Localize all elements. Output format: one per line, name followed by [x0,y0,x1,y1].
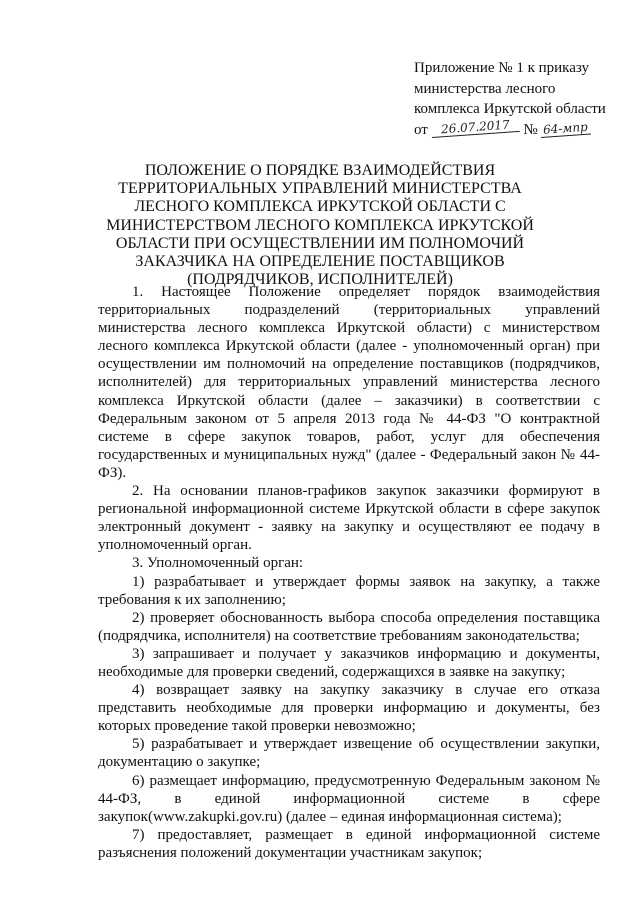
list-item-4: 4) возвращает заявку на закупку заказчику в случае его отказа представить необходимые для проверки информацию и документы, без которых проведение такой проверки невозможно; [98,682,600,735]
list-item-3: 3) запрашивает и получает у заказчиков информацию и документы, необходимые для проверки сведений, содержащихся в заявке на закупку; [98,645,600,680]
appendix-line-3: комплекса Иркутской области [414,101,606,117]
number-label: № [523,121,538,138]
appendix-block [414,58,624,140]
appendix-order-line [414,117,624,141]
document-body [98,283,600,862]
list-item-7: 7) предоставляет, размещает в единой информационной системе разъяснения положений документации участникам закупок; [98,826,600,861]
list-item-1: 1) разрабатывает и утверждает формы заявок на закупку, а также требования к их заполнению; [98,573,600,608]
list-item-6: 6) размещает информацию, предусмотренную Федеральным законом № 44-ФЗ, в единой информационной системе в сфере закупок(www.zakupki.gov.ru) (далее – единая информационная система); [98,772,600,825]
handwritten-number: 64-мпр [540,119,591,137]
from-label: от [414,121,428,138]
appendix-line-1: Приложение № 1 к приказу [414,60,589,76]
paragraph-2: 2. На основании планов-графиков закупок заказчики формируют в региональной информационной системе Иркутской области в сфере закупок электронный документ - заявку на закупку и осуществляют ее подачу в уполномоченный орган. [98,483,600,554]
list-item-5: 5) разрабатывает и утверждает извещение об осуществлении закупки, документацию о закупке; [98,736,600,771]
list-item-2: 2) проверяет обоснованность выбора способа определения поставщика (подрядчика, исполнителя) на соответствие требованиям законодательства; [98,609,600,644]
paragraph-3: 3. Уполномоченный орган: [132,555,304,572]
paragraph-1: 1. Настоящее Положение определяет порядок взаимодействия территориальных подразделений (территориальных управлений министерства лесного комплекса Иркутской области) с министерством лесного комплекса Иркутской области (далее - уполномоченный орган) при осуществлении им полномочий на определение поставщиков (подрядчиков, исполнителей) для территориальных управлений министерства лесного комплекса Иркутской области (далее – заказчики) в соответствии с Федеральным законом от 5 апреля 2013 года № 44-ФЗ "О контрактной системе в сфере закупок товаров, работ, услуг для обеспечения государственных и муниципальных нужд" (далее - Федеральный закон № 44-ФЗ). [98,284,600,481]
document-title: ПОЛОЖЕНИЕ О ПОРЯДКЕ ВЗАИМОДЕЙСТВИЯ ТЕРРИТОРИАЛЬНЫХ УПРАВЛЕНИЙ МИНИСТЕРСТВА ЛЕСНОГО КОМПЛЕКСА ИРКУТСКОЙ ОБЛАСТИ С МИНИСТЕРСТВОМ ЛЕСНОГО КОМПЛЕКСА ИРКУТСКОЙ ОБЛАСТИ ПРИ ОСУЩЕСТВЛЕНИИ ИМ ПОЛНОМОЧИЙ ЗАКАЗЧИКА НА ОПРЕДЕЛЕНИЕ ПОСТАВЩИКОВ (ПОДРЯДЧИКОВ, ИСПОЛНИТЕЛЕЙ) [106,162,534,289]
handwritten-date: 26.07.2017 [431,116,520,137]
appendix-line-2: министерства лесного [414,80,556,97]
